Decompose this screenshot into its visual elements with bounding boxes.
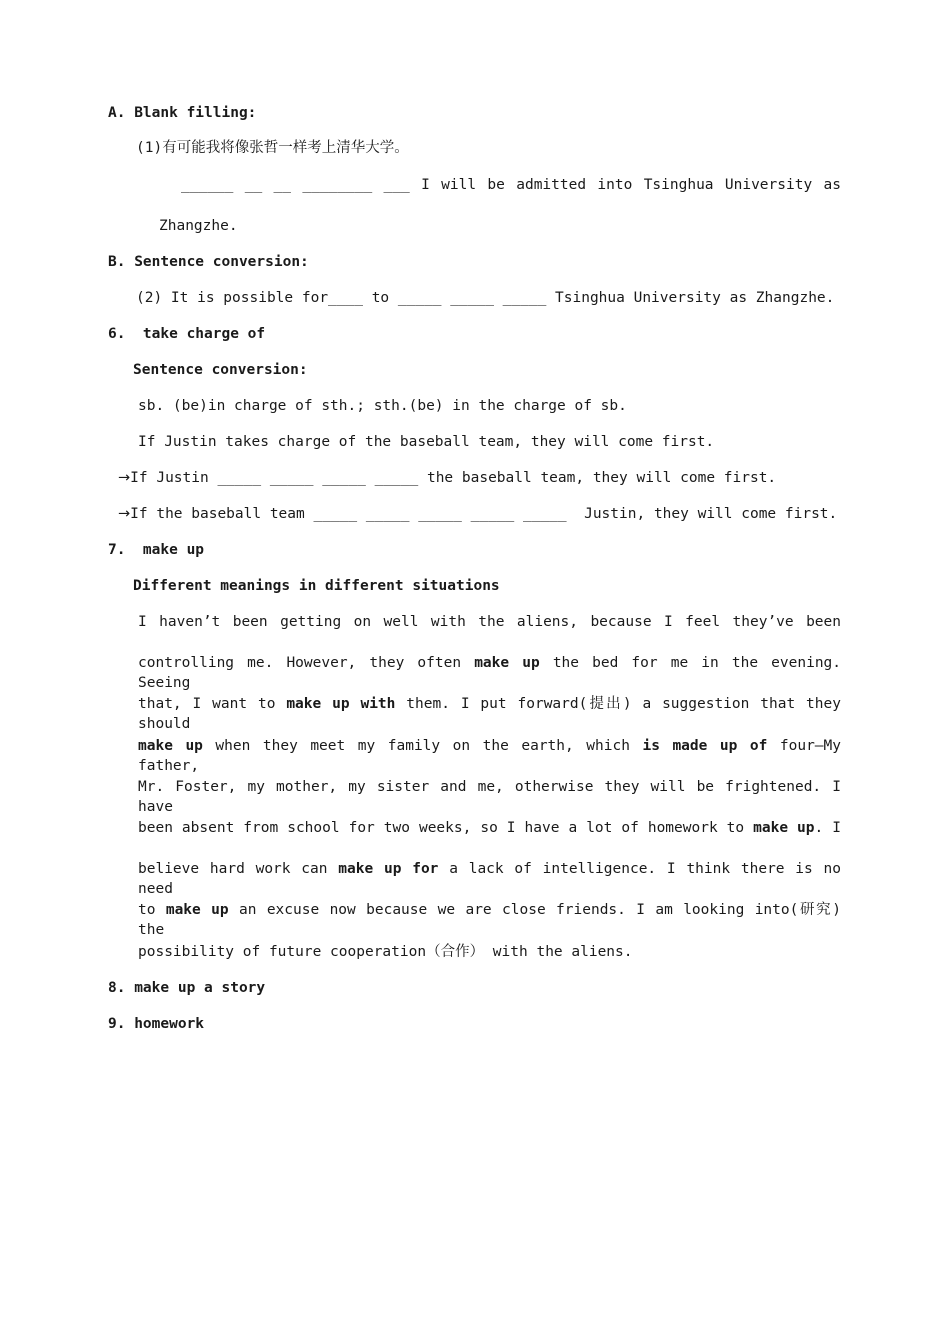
arrow-icon: → — [118, 470, 131, 486]
highlighted-phrase: make up — [138, 737, 203, 754]
paragraph-text: been absent from school for two weeks, so I have a lot of homework to — [138, 820, 754, 836]
paragraph-line — [138, 736, 841, 776]
paragraph-line — [138, 900, 841, 940]
paragraph-text: a lack of intelligence. I think there is no need — [138, 861, 842, 898]
paragraph-line — [138, 653, 841, 693]
section-6-subheading: Sentence conversion: — [133, 362, 308, 378]
paragraph-text: them. I put forward(提出) a suggestion that they should — [138, 696, 841, 733]
highlighted-phrase: is made up of — [642, 737, 768, 754]
conversion-line-1 — [118, 468, 776, 488]
item2-sentence: (2) It is possible for____ to _____ _____ _____ Tsinghua University as Zhangzhe. — [136, 290, 835, 306]
paragraph-text: . I — [814, 820, 841, 836]
paragraph-text: possibility of future cooperation（合作） with the aliens. — [138, 943, 633, 960]
highlighted-phrase: make up with — [286, 696, 396, 713]
section-7-subheading: Different meanings in different situations — [133, 578, 500, 594]
item1-blanks-line: ______ __ __ ________ ___ I will be admitted into Tsinghua University as — [181, 177, 841, 193]
paragraph-text: the bed for me in the evening. Seeing — [138, 655, 842, 692]
section-a-heading: A. Blank filling: — [108, 105, 257, 121]
charge-example: If Justin takes charge of the baseball team, they will come first. — [138, 434, 715, 450]
paragraph-text: believe hard work can — [138, 861, 339, 878]
paragraph-text: Mr. Foster, my mother, my sister and me, otherwise they will be frightened. I have — [138, 778, 841, 815]
section-8-heading: 8. make up a story — [108, 980, 266, 996]
paragraph-line — [138, 818, 841, 838]
highlighted-phrase: make up — [165, 902, 229, 919]
paragraph-text: when they meet my family on the earth, which — [202, 737, 643, 754]
conversion-line-2 — [118, 504, 837, 524]
section-7-heading: 7. make up — [108, 542, 205, 558]
paragraph-text: that, I want to — [138, 696, 287, 713]
item1-chinese-sentence: (1)有可能我将像张哲一样考上清华大学。 — [136, 140, 409, 156]
paragraph-text: controlling me. However, they often — [138, 655, 475, 672]
arrow-icon: → — [118, 506, 131, 522]
section-9-heading: 9. homework — [108, 1016, 205, 1032]
highlighted-phrase: make up — [474, 655, 540, 672]
paragraph-line — [138, 612, 841, 632]
section-6-heading: 6. take charge of — [108, 326, 266, 342]
paragraph-text: four—My father, — [138, 737, 841, 774]
conversion-text-2: If the baseball team _____ _____ _____ _____ _____ Justin, they will come first. — [130, 506, 838, 522]
highlighted-phrase: make up — [753, 820, 815, 836]
paragraph-text: I haven’t been getting on well with the aliens, because I feel they’ve been — [138, 614, 841, 630]
charge-pattern: sb. (be)in charge of sth.; sth.(be) in the charge of sb. — [138, 398, 627, 414]
paragraph-line — [138, 859, 841, 899]
section-b-heading: B. Sentence conversion: — [108, 254, 309, 270]
item1-ending: Zhangzhe. — [159, 218, 238, 234]
paragraph-text: an excuse now because we are close friends. I am looking into(研究) the — [138, 902, 842, 939]
paragraph-line — [138, 777, 841, 817]
conversion-text-1: If Justin _____ _____ _____ _____ the baseball team, they will come first. — [130, 470, 777, 486]
highlighted-phrase: make up for — [338, 861, 439, 878]
paragraph-text: to — [138, 902, 166, 919]
paragraph-line — [138, 694, 841, 734]
paragraph-line — [138, 942, 633, 962]
